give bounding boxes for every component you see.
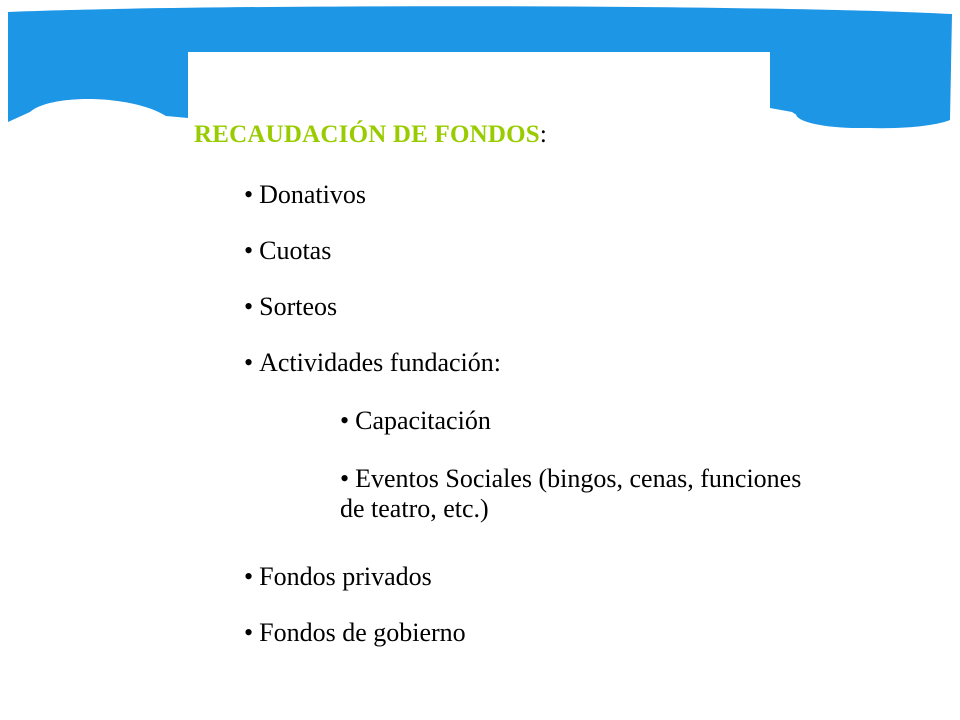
sub-list-item-text: Capacitación [355,406,491,435]
list-item [244,236,331,266]
list-item [244,292,337,322]
list-item [244,562,432,592]
list-item-text: Donativos [259,180,366,209]
slide-title [194,120,547,150]
bullet: • [340,464,350,493]
sub-list-item [340,406,491,436]
list-item-text: Cuotas [259,236,332,265]
list-item [244,348,501,378]
bullet: • [340,406,350,435]
title-text: RECAUDACIÓN DE FONDOS [194,121,540,148]
bullet: • [244,348,254,377]
list-item-text: Sorteos [259,292,338,321]
list-item [244,618,466,648]
sub-list-item-text: Eventos Sociales (bingos, cenas, funciones de teatro, etc.) [340,464,802,523]
sub-list-item [340,464,820,524]
title-colon: : [539,121,548,148]
list-item-text: Actividades fundación: [259,348,501,377]
list-item-text: Fondos de gobierno [259,618,466,647]
bullet: • [244,236,254,265]
list-item-text: Fondos privados [259,562,432,591]
list-item [244,180,366,210]
bullet: • [244,562,254,591]
bullet: • [244,618,254,647]
bullet: • [244,180,254,209]
bullet: • [244,292,254,321]
